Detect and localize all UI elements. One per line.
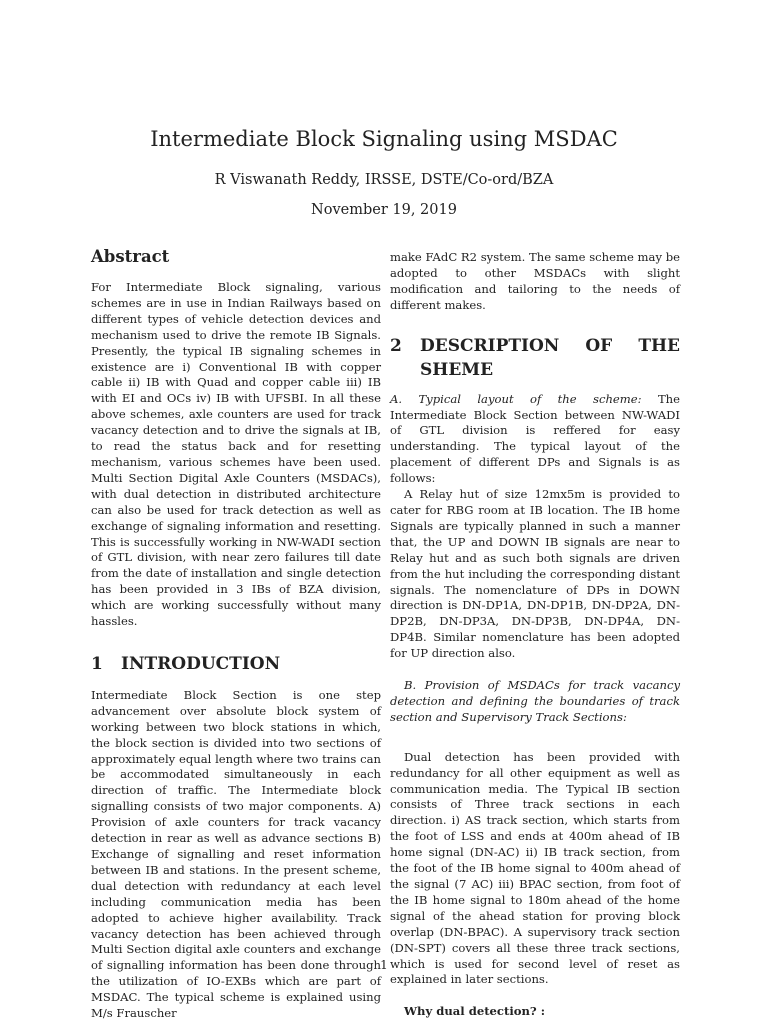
right-column [390, 250, 680, 1020]
section1-text: Intermediate Block Section is one step advancement over absolute block system of working between two block stations in which, the block section is divided into two sections of approximately equal length where two trains can be accommodated simultaneously in each direction of traffic. The Intermediate block signalling consists of two major components. A) Provision of axle counters for track vacancy detection in rear as well as advance sections B) Exchange of signalling and reset information between IB and stations. In the present scheme, dual detection with redundancy at each level including communication media has been adopted to achieve higher availability. Track vacancy detection has been achieved through Multi Section digital axle counters and exchange of signalling information has been done through the utilization of IO-EXBs which are part of MSDAC. The typical scheme is explained using M/s Frauscher [91, 687, 381, 1021]
abstract-heading: Abstract [91, 247, 170, 266]
paper-title: Intermediate Block Signaling using MSDAC [150, 127, 618, 151]
page-number: 1 [380, 958, 388, 972]
subsection-b-heading: B. Provision of MSDACs for track vacancy detection and defining the boundaries of track section and Supervisory Track Sections: [390, 678, 680, 724]
section2-title-line1 [420, 334, 680, 358]
subsection-a-text: The Intermediate Block Section between NW-WADI of GTL division is reffered for easy understanding. The typical layout of the placement of different DPs and Signals is as follows: [390, 391, 681, 486]
section2-title-word: THE [638, 335, 680, 356]
relay-hut-paragraph: A Relay hut of size 12mx5m is provided to cater for RBG room at IB location. The IB home Signals are typically planned in such a manner that, the UP and DOWN IB signals are near to Relay hut and as such both signals are driven from the hut including the corresponding distant signals. The nomenclature of DPs in DOWN direction is DN-DP1A, DN-DP1B, DN-DP2A, DN-DP2B, DN-DP3A, DN-DP3B, DN-DP4A, DN-DP4B. Similar nomenclature has been adopted for UP direction also. [390, 487, 680, 661]
section1-title: INTRODUCTION [121, 653, 281, 674]
section2-title-word: DESCRIPTION [420, 335, 560, 356]
paper-date: November 19, 2019 [311, 202, 457, 218]
section1-heading [91, 652, 381, 676]
subsection-a-label: A. Typical layout of the scheme: [390, 391, 642, 406]
section2-number: 2 [390, 335, 402, 356]
section2-heading [390, 334, 680, 382]
subsection-a [390, 392, 680, 487]
section2-title-line2: SHEME [420, 359, 494, 380]
paper-author: R Viswanath Reddy, IRSSE, DSTE/Co-ord/BZA [214, 172, 554, 188]
section1-number: 1 [91, 653, 103, 674]
abstract-text: For Intermediate Block signaling, various schemes are in use in Indian Railways based on different types of vehicle detection devices and mechanism used to drive the remote IB Signals. Presently, the typical IB signaling schemes in existence are i) Conventional IB with copper cable ii) IB with Quad and copper cable iii) IB with EI and OCs iv) IB with UFSBI. In all these above schemes, axle counters are used for track vacancy detection and to drive the signals at IB, to read the status back and for resetting mechanism, various schemes have been used. Multi Section Digital Axle Counters (MSDACs), with dual detection in distributed architecture can also be used for track detection as well as exchange of signaling information and resetting. This is successfully working in NW-WADI section of GTL division, with near zero failures till date from the date of installation and single detection has been provided in 3 IBs of BZA division, which are working successfully without many hassles. [91, 280, 381, 629]
left-column [91, 246, 381, 1022]
abstract-continuation: make FAdC R2 system. The same scheme may be adopted to other MSDACs with slight modification and tailoring to the needs of different makes. [390, 250, 680, 312]
dual-detection-paragraph: Dual detection has been provided with redundancy for all other equipment as well as communication media. The Typical IB section consists of Three track sections in each direction. i) AS track section, which starts from the foot of LSS and ends at 400m ahead of IB home signal (DN-AC) ii) IB track section, from the foot of the IB home signal to 400m ahead of the signal (7 AC) iii) BPAC section, from foot of the IB home signal to 180m ahead of the home signal of the ahead station for proving block overlap (DN-BPAC). A supervisory track section (DN-SPT) covers all these three track sections, which is used for second level of reset as explained in later sections. [390, 749, 680, 987]
why-dual-detection-heading: Why dual detection? : [404, 1004, 546, 1019]
section2-title-word: OF [585, 335, 613, 356]
